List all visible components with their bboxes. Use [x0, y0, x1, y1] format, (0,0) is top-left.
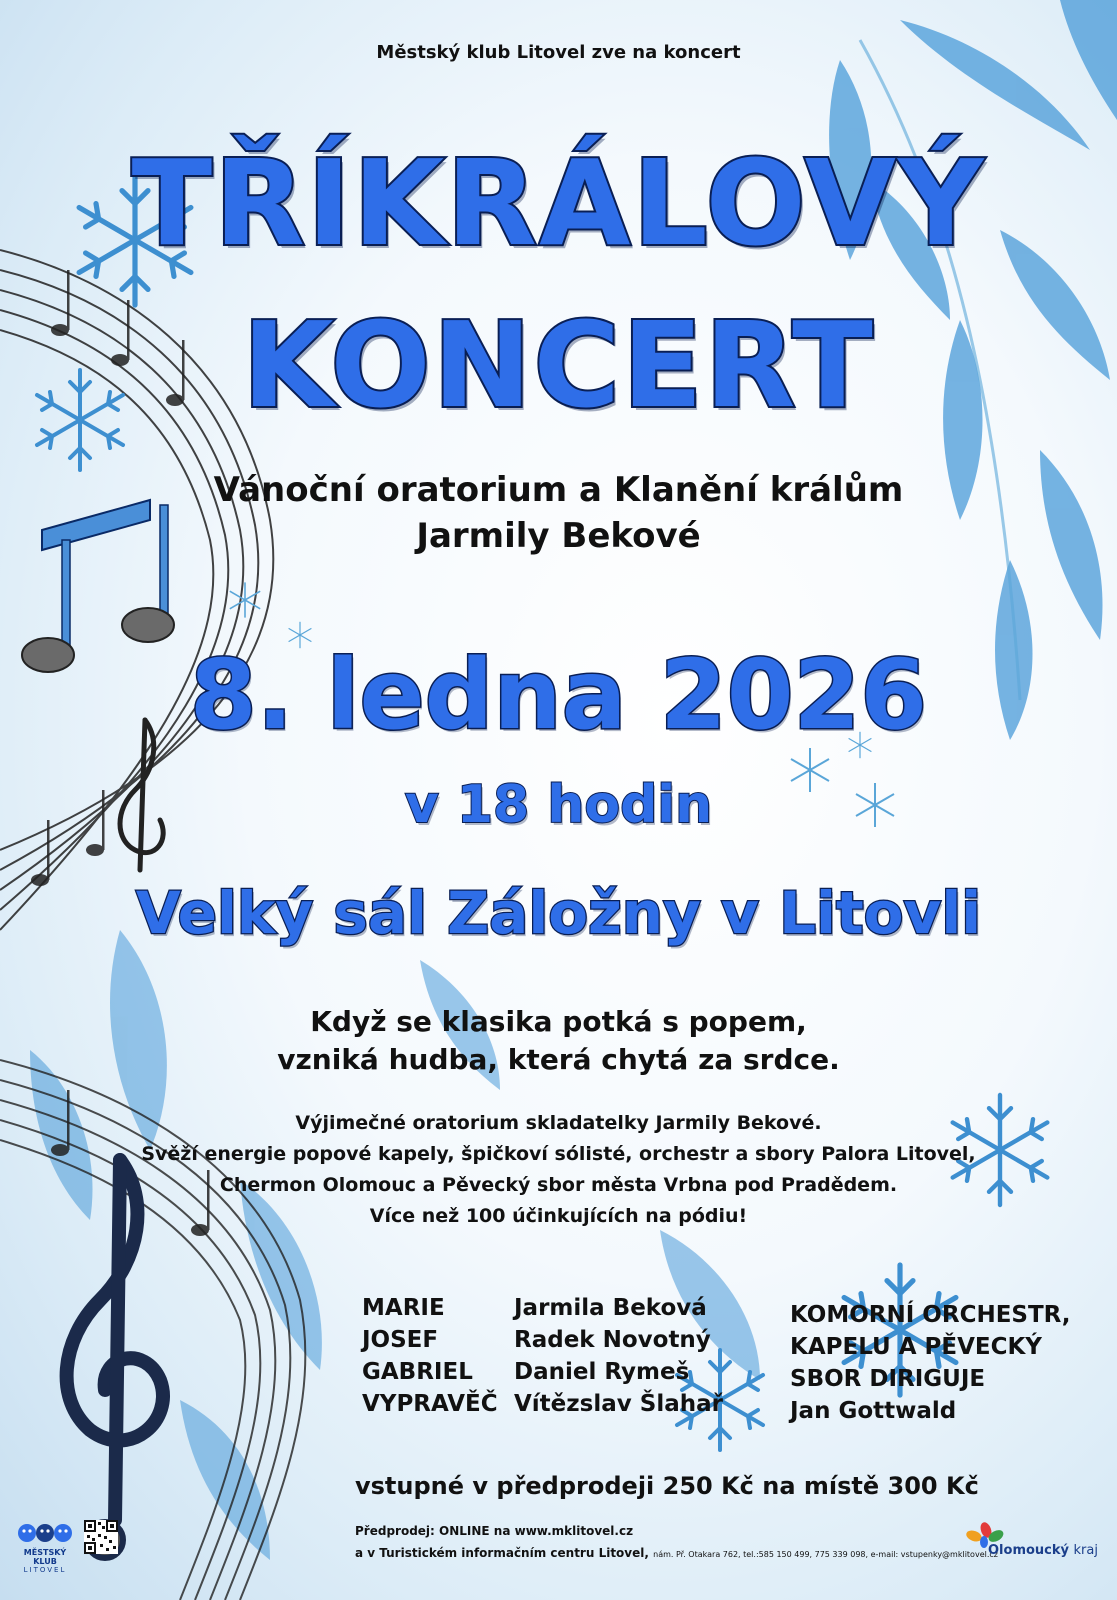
club-logo-town: LITOVEL — [23, 1566, 67, 1574]
event-time: v 18 hodin — [404, 775, 713, 835]
cast-list — [362, 1292, 723, 1420]
description-line: Svěží energie popové kapely, špičkoví sólisté, orchestr a sbory Palora Litovel, — [141, 1143, 976, 1165]
cast-role: MARIE — [362, 1295, 445, 1321]
presale-online: Předprodej: ONLINE na www.mklitovel.cz — [355, 1524, 634, 1538]
description-line: Více než 100 účinkujících na pódiu! — [369, 1205, 748, 1227]
orchestra-line: SBOR DIRIGUJE — [790, 1366, 986, 1392]
title-line-2: KONCERT — [242, 296, 875, 434]
cast-name: Radek Novotný — [514, 1327, 711, 1353]
cast-role: VYPRAVĚČ — [362, 1391, 498, 1417]
subtitle-line-2: Jarmily Bekové — [416, 516, 701, 556]
subtitle-line-1: Vánoční oratorium a Klanění králům — [213, 470, 904, 510]
cast-row — [362, 1292, 723, 1324]
presale-office-name: a v Turistickém informačním centru Litovel, — [355, 1546, 649, 1560]
event-venue: Velký sál Záložny v Litovli — [135, 879, 982, 947]
description — [0, 1108, 1117, 1232]
invite-line: Městský klub Litovel zve na koncert — [376, 42, 741, 63]
theatre-masks-icon — [15, 1522, 75, 1544]
description-line: Výjimečné oratorium skladatelky Jarmily Bekové. — [295, 1112, 822, 1134]
presale-office — [355, 1542, 998, 1566]
region-suffix: kraj — [1073, 1543, 1098, 1558]
club-logo-name: MĚSTSKÝ KLUB — [23, 1548, 67, 1566]
cast-name: Jarmila Beková — [514, 1295, 707, 1321]
description-line: Chermon Olomouc a Pěvecký sbor města Vrbna pod Pradědem. — [219, 1174, 898, 1196]
club-logo — [14, 1522, 76, 1574]
slogan-line-1: Když se klasika potká s popem, — [310, 1005, 807, 1038]
cast-name: Daniel Rymeš — [514, 1359, 690, 1385]
title-line-1: TŘÍKRÁLOVÝ — [131, 134, 986, 272]
presale-info — [355, 1520, 998, 1566]
region-name: Olomoucký — [988, 1543, 1069, 1558]
event-date: 8. ledna 2026 — [189, 639, 928, 751]
cast-row — [362, 1388, 723, 1420]
cast-row — [362, 1356, 723, 1388]
orchestra-line: KOMORNÍ ORCHESTR, — [790, 1302, 1071, 1328]
qr-code-icon — [84, 1520, 118, 1554]
orchestra-line: Jan Gottwald — [790, 1398, 957, 1424]
region-logo-text — [988, 1543, 1098, 1558]
cast-role: JOSEF — [362, 1327, 439, 1353]
orchestra-credit — [790, 1299, 1071, 1427]
slogan-line-2: vzniká hudba, která chytá za srdce. — [277, 1043, 840, 1076]
slogan — [0, 1003, 1117, 1079]
cast-row — [362, 1324, 723, 1356]
presale-contact: nám. Př. Otakara 762, tel.:585 150 499, 775 339 098, e-mail: vstupenky@mklitovel.cz — [653, 1550, 998, 1559]
cast-name: Vítězslav Šlahař — [514, 1391, 723, 1417]
orchestra-line: KAPELU A PĚVECKÝ — [790, 1334, 1042, 1360]
ticket-prices: vstupné v předprodeji 250 Kč na místě 300 Kč — [355, 1472, 979, 1500]
cast-role: GABRIEL — [362, 1359, 473, 1385]
